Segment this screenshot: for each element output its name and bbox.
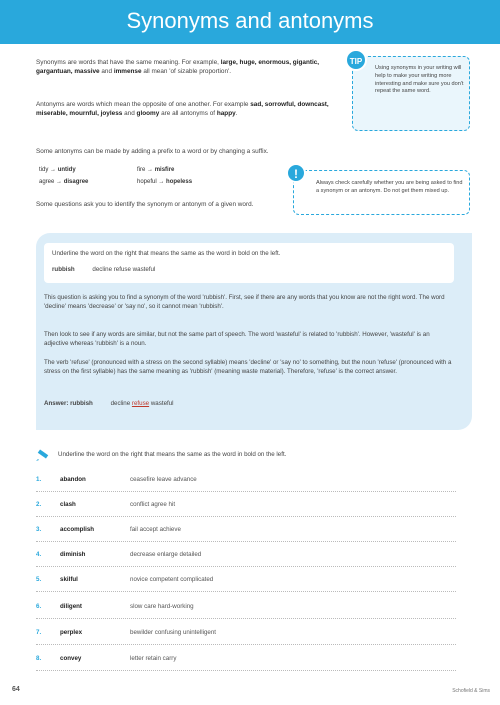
page-title: Synonyms and antonyms [126,8,374,33]
exercise-row [36,570,456,592]
item-number: 2. [36,501,42,508]
ant-words: sad, sorrowful, downcast, miserable, mournful, joyless [36,101,329,118]
prefix-base: fire → [137,167,154,173]
prefix-row-1 [36,165,129,176]
prefix-result: hopeless [166,179,193,185]
prefix-result: disagree [63,179,89,185]
item-word: convey [60,655,82,662]
title-banner [0,0,500,44]
tip-badge: TIP [345,49,367,71]
item-options[interactable]: decrease enlarge detailed [130,551,202,558]
syn-and: and [101,68,113,76]
item-word: abandon [60,476,86,483]
prefix-result: untidy [57,167,76,173]
prefix-base: tidy → [39,167,57,173]
example-paragraph-3: The verb 'refuse' (pronounced with a stress on the second syllable) means 'decline' or 'say no' to something, but the noun 'refuse' (pronounced with a stress on the first syllable) has the same meaning as 'rubbish' (meaning waste material). Therefore, 'refuse' is the correct answer. [44,359,452,375]
item-number: 8. [36,655,42,662]
item-word: perplex [60,629,83,636]
example-answer [44,399,454,408]
page-number: 64 [12,686,20,693]
answer-option: wasteful [150,400,174,407]
suffix-row-1 [134,165,234,176]
syn-meaning: all mean 'of sizable proportion'. [143,68,232,76]
item-options[interactable]: conflict agree hit [130,501,176,508]
item-number: 5. [36,576,42,583]
answer-label: Answer: rubbish [44,400,93,407]
exercise-row [36,520,456,542]
item-number: 6. [36,603,42,610]
synonym-definition [36,58,336,76]
exercise-row [36,597,456,619]
item-options[interactable]: novice competent complicated [130,576,214,583]
item-options[interactable]: letter retain carry [130,655,177,662]
syn-words: large, huge, enormous, gigantic, gargantuan, massive [36,59,320,76]
answer-correct: refuse [131,400,150,407]
exercise-row [36,545,456,567]
exclamation-icon: ! [286,163,306,183]
prefix-base: agree → [39,179,63,185]
example-options: decline refuse wasteful [92,266,156,273]
item-number: 1. [36,476,42,483]
exercise-row [36,470,456,492]
item-number: 4. [36,551,42,558]
ant-and: and [124,110,135,118]
tip-box [349,56,470,131]
example-paragraph-1: This question is asking you to find a synonym of the word 'rubbish'. First, see if there are any words that you know are not the right word. The word 'decline' means 'decrease' or 'say no', so it cannot mean 'rubbish'. [44,294,445,310]
exercise-instruction: Underline the word on the right that means the same as the word in bold on the left. [58,451,287,458]
suffix-row-2 [134,177,234,188]
item-word: clash [60,501,76,508]
exercise-row [36,623,456,645]
item-word: diminish [60,551,86,558]
example-question-box [44,243,454,283]
ant-example-lead: For example [212,101,249,108]
item-options[interactable]: slow care hard-working [130,603,194,610]
example-question: Underline the word on the right that means the same as the word in bold on the left. [52,250,281,257]
answer-option: decline [110,400,131,407]
publisher-name: Schofield & Sims [452,688,490,694]
ant-c: are all antonyms of [161,110,216,118]
prefix-row-2 [36,177,129,188]
ant-intro: Antonyms are words which mean the opposite of one another. [36,101,212,108]
example-paragraph-2: Then look to see if any words are similar, but not the same part of speech. The word 'wasteful' is related to 'rubbish'. However, 'wasteful' is an adjective whereas 'rubbish' is a noun. [44,331,430,347]
example-word: rubbish [52,266,75,273]
item-word: skilful [60,576,78,583]
warning-note [293,167,470,215]
pencil-icon [36,447,50,461]
prefix-base: hopeful → [137,179,165,185]
item-word: diligent [60,603,82,610]
item-options[interactable]: bewilder confusing unintelligent [130,629,216,636]
ant-last: gloomy [136,110,160,118]
item-options[interactable]: fail accept achieve [130,526,181,533]
ant-target: happy [216,110,236,118]
exercise-row [36,495,456,517]
tip-text: Using synonyms in your writing will help to make your writing more interesting and make sure you don't repeat the same word. [375,65,464,95]
item-word: accomplish [60,526,95,533]
worked-example [36,233,472,430]
syn-intro: Synonyms are words that have the same meaning. For example, [36,59,219,66]
prefix-intro: Some antonyms can be made by adding a prefix to a word or by changing a suffix. [36,148,269,155]
item-options[interactable]: ceasefire leave advance [130,476,197,483]
questions-intro: Some questions ask you to identify the synonym or antonym of a given word. [36,201,254,208]
note-text: Always check carefully whether you are being asked to find a synonym or an antonym. Do not get them mixed up. [316,180,463,195]
example-item [52,265,155,274]
prefix-result: misfire [154,167,175,173]
syn-last: immense [113,68,142,76]
exercise-row [36,649,456,671]
antonym-definition: Antonyms are words which mean the opposite of one another. For example sad, sorrowful, downcast, miserable, mournful, joyless and gloomy are all antonyms of happy. [36,101,329,118]
item-number: 7. [36,629,42,636]
item-number: 3. [36,526,42,533]
